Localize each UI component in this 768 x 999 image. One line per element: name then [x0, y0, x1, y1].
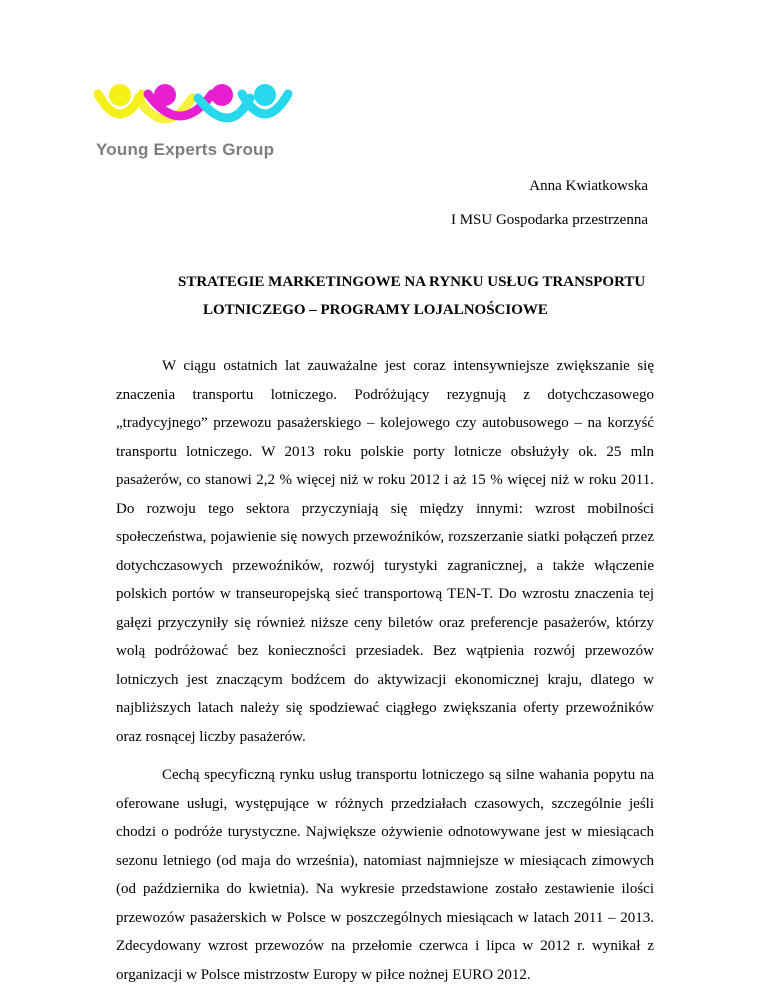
document-title-line-1: STRATEGIE MARKETINGOWE NA RYNKU USŁUG TRANSPORTU	[178, 274, 646, 290]
young-experts-group-logo	[90, 80, 310, 170]
paragraph-1: W ciągu ostatnich lat zauważalne jest coraz intensywniejsze zwiększanie się znaczenia transportu lotniczego. Podróżujący rezygnują z dotychczasowego „tradycyjnego” przewozu pasażerskiego – kolejowego czy autobusowego – na korzyść transportu lotniczego. W 2013 roku polskie porty lotnicze obsłużyły ok. 25 mln pasażerów, co stanowi 2,2 % więcej niż w roku 2012 i aż 15 % więcej niż w roku 2011. Do rozwoju tego sektora przyczyniają się między innymi: wzrost mobilności społeczeństwa, pojawienie się nowych przewoźników, rozszerzanie siatki połączeń przez dotychczasowych przewoźników, rozwój turystyki zagranicznej, a także włączenie polskich portów w transeuropejską sieć transportową TEN-T. Do wzrostu znaczenia tej gałęzi przyczyniły się również niższe ceny biletów oraz preferencje pasażerów, którzy wolą podróżować bez konieczności przesiadek. Bez wątpienia rozwój przewozów lotniczych jest znaczącym bodźcem do aktywizacji ekonomicznej kraju, dlatego w najbliższych latach należy się spodziewać ciągłego zwiększania oferty przewoźników oraz rosnącej liczby pasażerów.	[116, 358, 654, 745]
document-title-line-2: LOTNICZEGO – PROGRAMY LOJALNOŚCIOWE	[203, 302, 548, 318]
logo-text: Young Experts Group	[96, 140, 275, 159]
logo-figures-icon	[90, 80, 300, 140]
document-body	[116, 352, 654, 999]
author-name: Anna Kwiatkowska	[529, 178, 648, 194]
paragraph-2: Cechą specyficzną rynku usług transportu lotniczego są silne wahania popytu na oferowane usługi, występujące w różnych przedziałach czasowych, szczególnie jeśli chodzi o podróże turystyczne. Największe ożywienie odnotowywane jest w miesiącach sezonu letniego (od maja do września), natomiast najmniejsze w miesiącach zimowych (od października do kwietnia). Na wykresie przedstawione zostało zestawienie ilości przewozów pasażerskich w Polsce w poszczególnych miesiącach w latach 2011 – 2013. Zdecydowany wzrost przewozów na przełomie czerwca i lipca w 2012 r. wynikał z organizacji w Polsce mistrzostw Europy w piłce nożnej EURO 2012.	[116, 767, 654, 983]
author-affiliation: I MSU Gospodarka przestrzenna	[450, 212, 648, 228]
